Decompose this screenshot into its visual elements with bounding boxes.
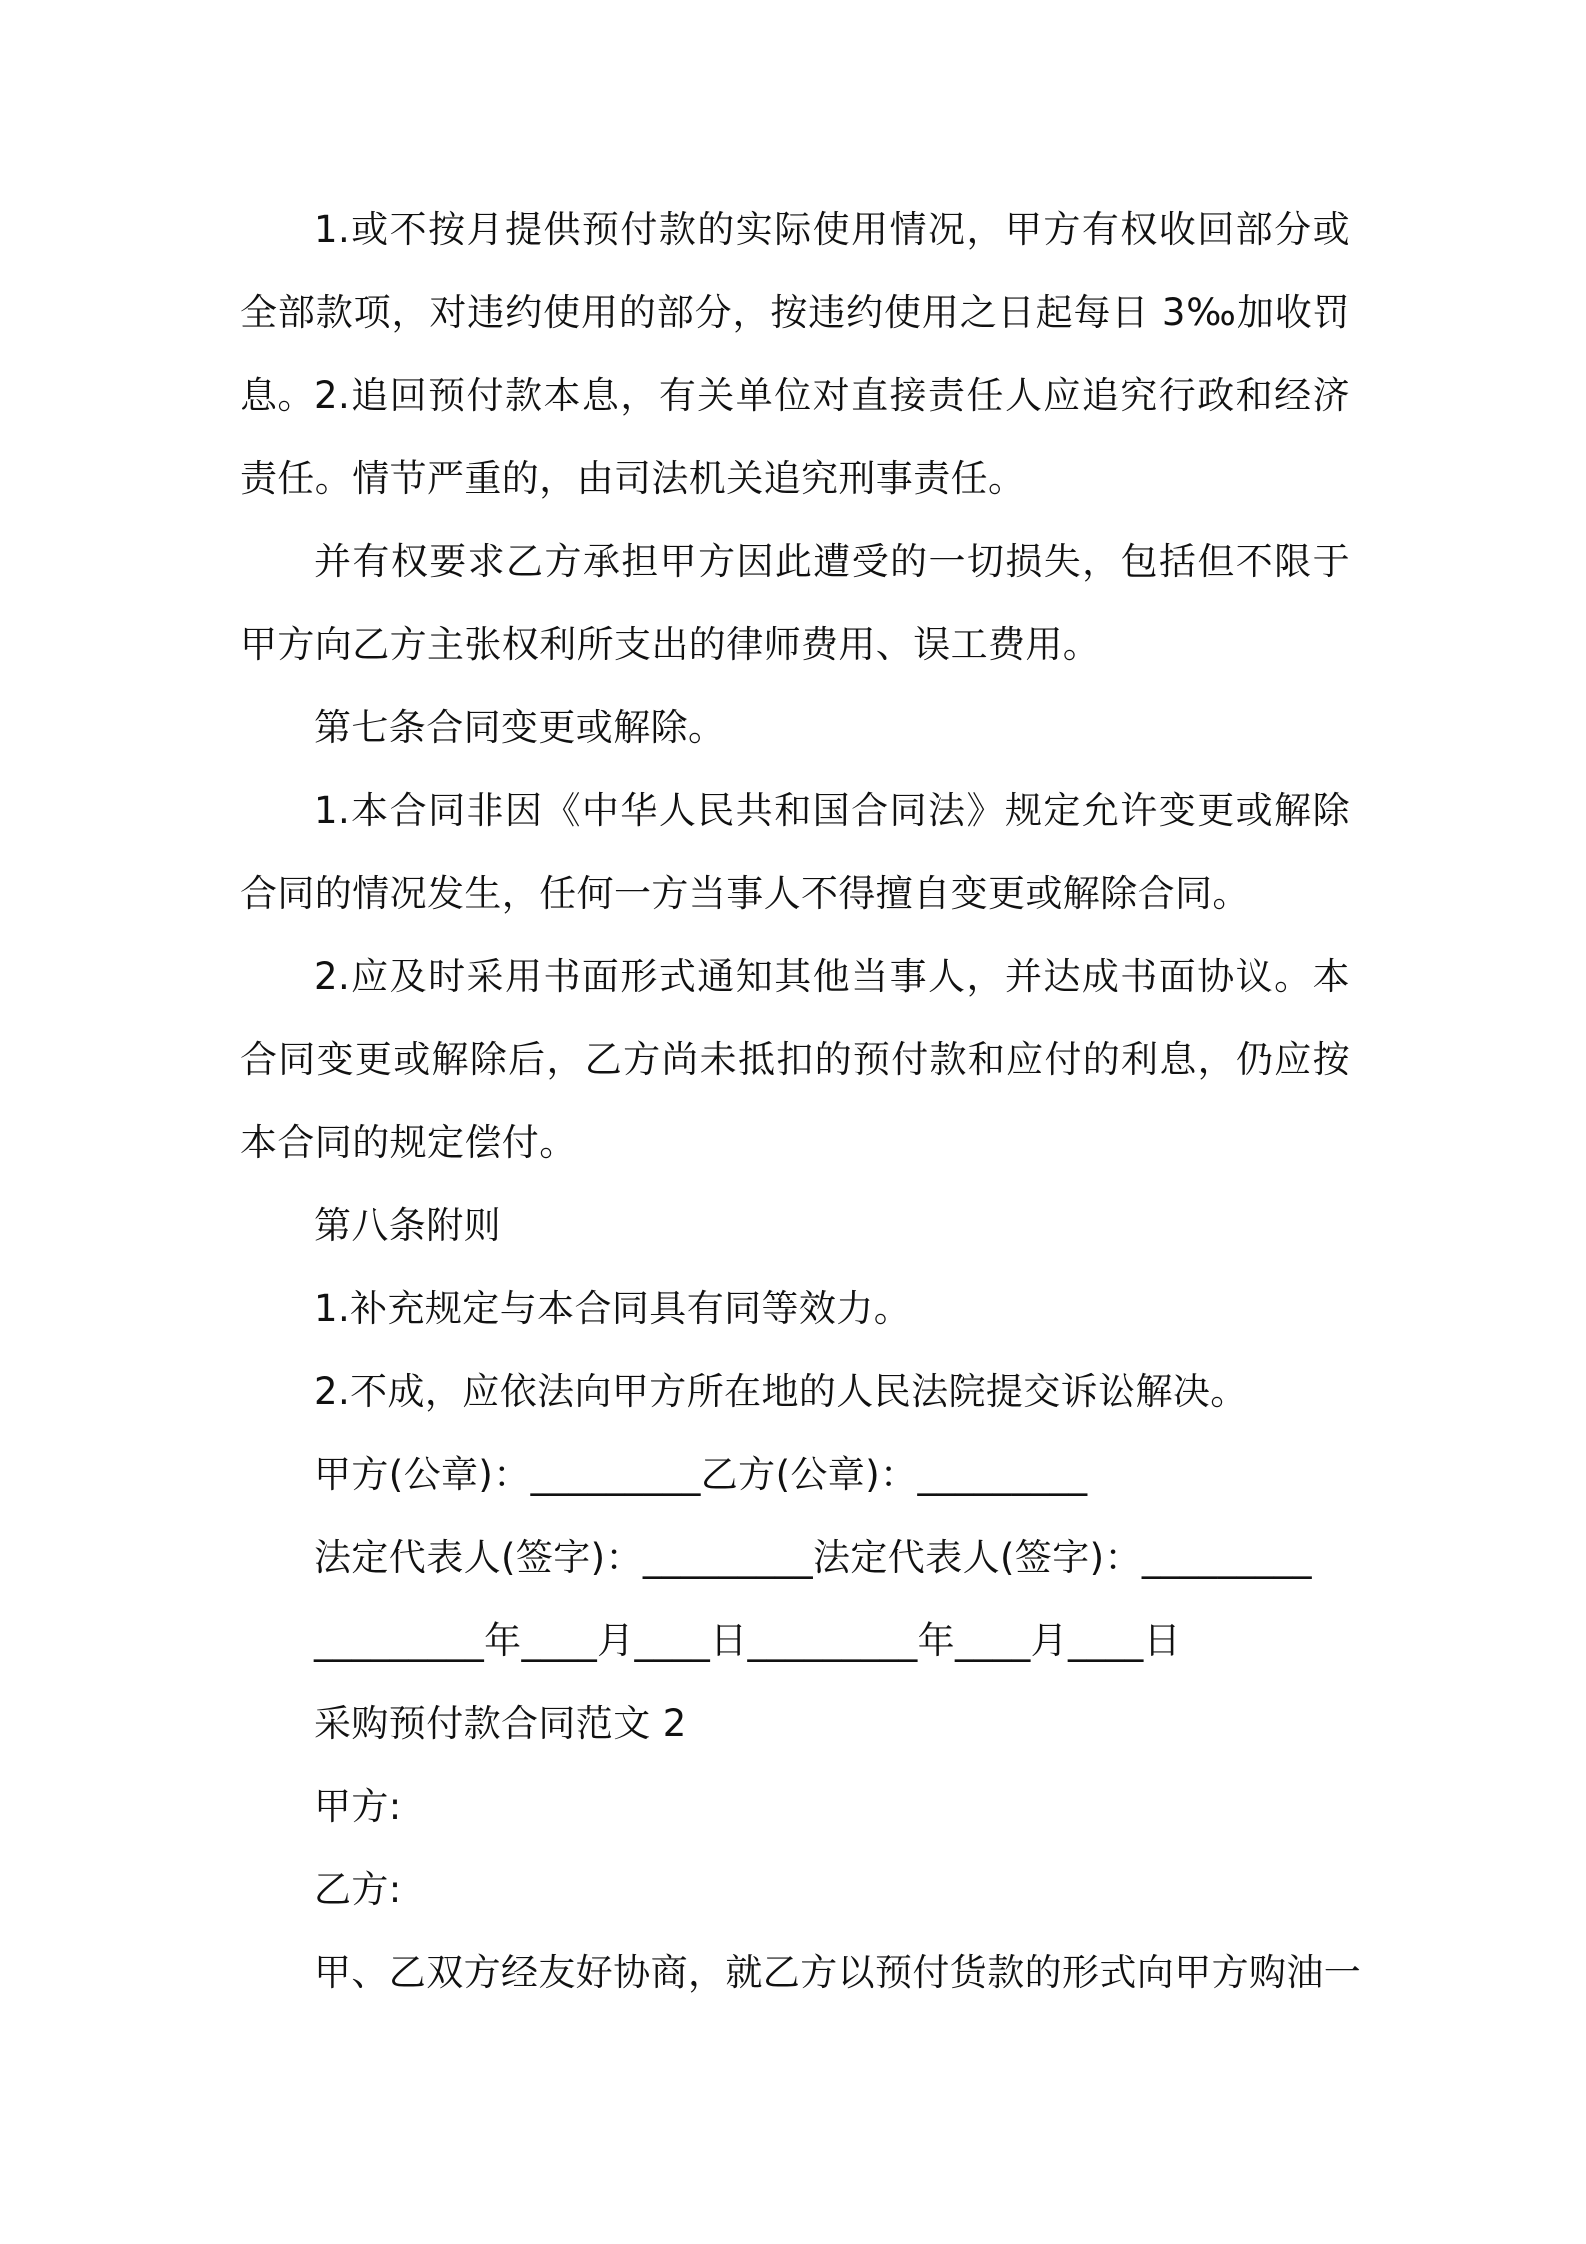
paragraph-supplementary-effect: 1.补充规定与本合同具有同等效力。 — [314, 1287, 912, 1330]
section2-intro: 甲、乙双方经友好协商，就乙方以预付货款的形式向甲方购油一 — [314, 1951, 1362, 1994]
paragraph-losses: 并有权要求乙方承担甲方因此遭受的一切损失，包括但不限于甲方向乙方主张权利所支出的律师费用、误工费用。 — [240, 540, 1350, 666]
paragraph-written-notice: 2.应及时采用书面形式通知其他当事人，并达成书面协议。本合同变更或解除后，乙方尚未抵扣的预付款和应付的利息，仍应按本合同的规定偿付。 — [240, 955, 1350, 1164]
paragraph-recover-prepayment: 2.追回预付款本息，有关单位对直接责任人应追究行政和经济责任。情节严重的，由司法机关追究刑事责任。 — [240, 374, 1350, 500]
signature-date-line: _________年____月____日_________年____月____日 — [314, 1619, 1181, 1662]
heading-article-7: 第七条合同变更或解除。 — [314, 706, 726, 749]
section2-party-a: 甲方: — [314, 1785, 402, 1828]
paragraph-penalty-interest: 1.或不按月提供预付款的实际使用情况，甲方有权收回部分或全部款项，对违约使用的部分，按违约使用之日起每日 3‰加收罚息。 — [240, 208, 1350, 417]
signature-seal-line: 甲方(公章)：_________乙方(公章)：_________ — [314, 1453, 1088, 1496]
section2-party-b: 乙方: — [314, 1868, 402, 1911]
section2-title: 采购预付款合同范文 2 — [314, 1702, 687, 1745]
signature-representative-line: 法定代表人(签字)：_________法定代表人(签字)：_________ — [314, 1536, 1312, 1579]
heading-article-8: 第八条附则 — [314, 1204, 501, 1247]
paragraph-no-unilateral-change: 1.本合同非因《中华人民共和国合同法》规定允许变更或解除合同的情况发生，任何一方当事人不得擅自变更或解除合同。 — [240, 789, 1350, 915]
paragraph-litigation: 2.不成，应依法向甲方所在地的人民法院提交诉讼解决。 — [314, 1370, 1248, 1413]
